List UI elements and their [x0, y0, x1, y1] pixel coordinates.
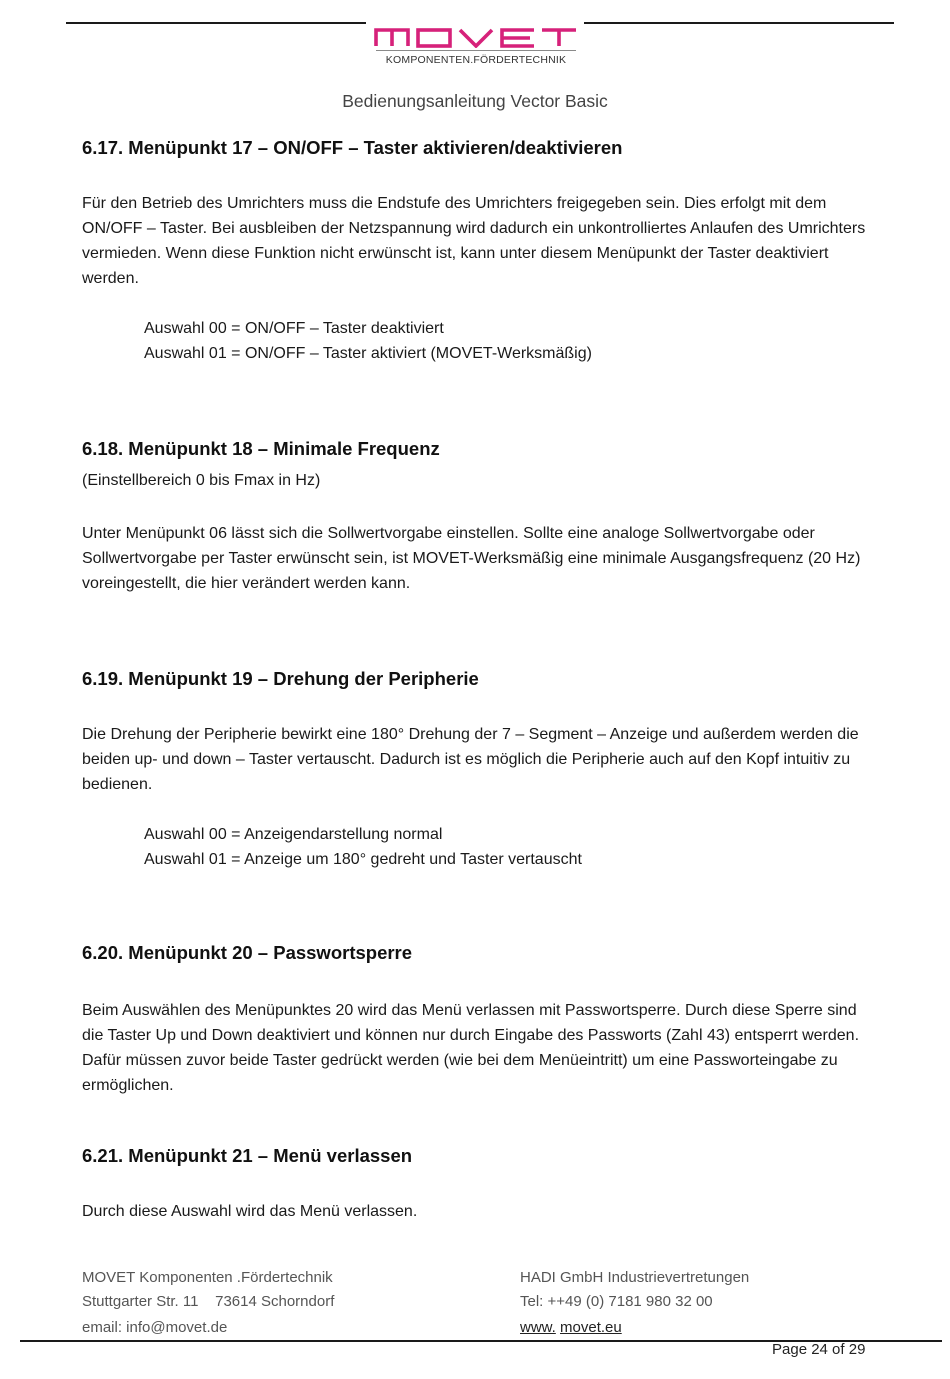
section-heading-6-20: 6.20. Menüpunkt 20 – Passwortsperre — [82, 942, 413, 963]
footer-partner: HADI GmbH Industrievertretungen — [520, 1269, 750, 1286]
footer-address: Stuttgarter Str. 11 73614 Schorndorf — [82, 1293, 335, 1310]
movet-wordmark-icon — [372, 26, 580, 48]
footer-left — [82, 1266, 334, 1340]
movet-logo — [372, 26, 580, 66]
section-paragraph-6-18: Unter Menüpunkt 06 lässt sich die Sollwertvorgabe einstellen. Sollte eine analoge Sollwertvorgabe oder Sollwertvorgabe per Taster erwünscht sein, ist MOVET-Werksmäßig eine minimale Ausgangsfrequenz (20 Hz) voreingestellt, die hier verändert werden kann. — [82, 525, 861, 592]
section-subline-6-18: (Einstellbereich 0 bis Fmax in Hz) — [82, 472, 321, 489]
section-paragraph-6-17: Für den Betrieb des Umrichters muss die Endstufe des Umrichters freigegeben sein. Dies erfolgt mit dem ON/OFF – Taster. Bei ausbleiben der Netzspannung wird dadurch ein unkontrolliertes Anlaufen des Umrichters vermieden. Wenn diese Funktion nicht erwünscht ist, kann unter diesem Menüpunkt der Taster deaktiviert werden. — [82, 195, 866, 287]
section-paragraph-6-19: Die Drehung der Peripherie bewirkt eine 180° Drehung der 7 – Segment – Anzeige und außerdem werden die beiden up- und down – Taster vertauscht. Dadurch ist es möglich die Peripherie auch auf den Kopf intuitiv zu bedienen. — [82, 726, 859, 793]
page-number: Page 24 of 29 — [772, 1341, 866, 1358]
header-rule-left — [66, 22, 366, 24]
section-heading-6-17: 6.17. Menüpunkt 17 – ON/OFF – Taster aktivieren/deaktivieren — [82, 137, 623, 158]
footer-company: MOVET Komponenten .Fördertechnik — [82, 1269, 333, 1286]
header-rule-right — [584, 22, 894, 24]
option-line: Auswahl 01 = Anzeige um 180° gedreht und Taster vertauscht — [144, 851, 582, 868]
footer-phone: Tel: ++49 (0) 7181 980 32 00 — [520, 1293, 713, 1310]
website-link-prefix[interactable]: www. — [520, 1319, 556, 1336]
website-link[interactable]: movet.eu — [560, 1319, 622, 1336]
footer-right — [520, 1266, 749, 1340]
logo-divider — [376, 50, 576, 51]
footer-email: email: info@movet.de — [82, 1319, 228, 1336]
section-heading-6-21: 6.21. Menüpunkt 21 – Menü verlassen — [82, 1145, 413, 1166]
section-heading-6-18: 6.18. Menüpunkt 18 – Minimale Frequenz — [82, 438, 440, 459]
logo-subtitle: KOMPONENTEN.FÖRDERTECHNIK — [385, 54, 567, 66]
section-paragraph-6-20: Beim Auswählen des Menüpunktes 20 wird das Menü verlassen mit Passwortsperre. Durch diese Sperre sind die Taster Up und Down deaktiviert und können nur durch Eingabe des Passworts (Zahl 43) entsperrt werden. Dafür müssen zuvor beide Taster gedrückt werden (wie bei dem Menüeintritt) um eine Passworteingabe zu ermöglichen. — [82, 1002, 860, 1094]
option-line: Auswahl 01 = ON/OFF – Taster aktiviert (MOVET-Werksmäßig) — [144, 345, 592, 362]
footer-website — [520, 1316, 749, 1340]
option-line: Auswahl 00 = Anzeigendarstellung normal — [144, 826, 443, 843]
section-paragraph-6-21: Durch diese Auswahl wird das Menü verlassen. — [82, 1203, 418, 1220]
document-title: Bedienungsanleitung Vector Basic — [342, 91, 608, 111]
section-heading-6-19: 6.19. Menüpunkt 19 – Drehung der Peripherie — [82, 668, 479, 689]
option-line: Auswahl 00 = ON/OFF – Taster deaktiviert — [144, 320, 444, 337]
